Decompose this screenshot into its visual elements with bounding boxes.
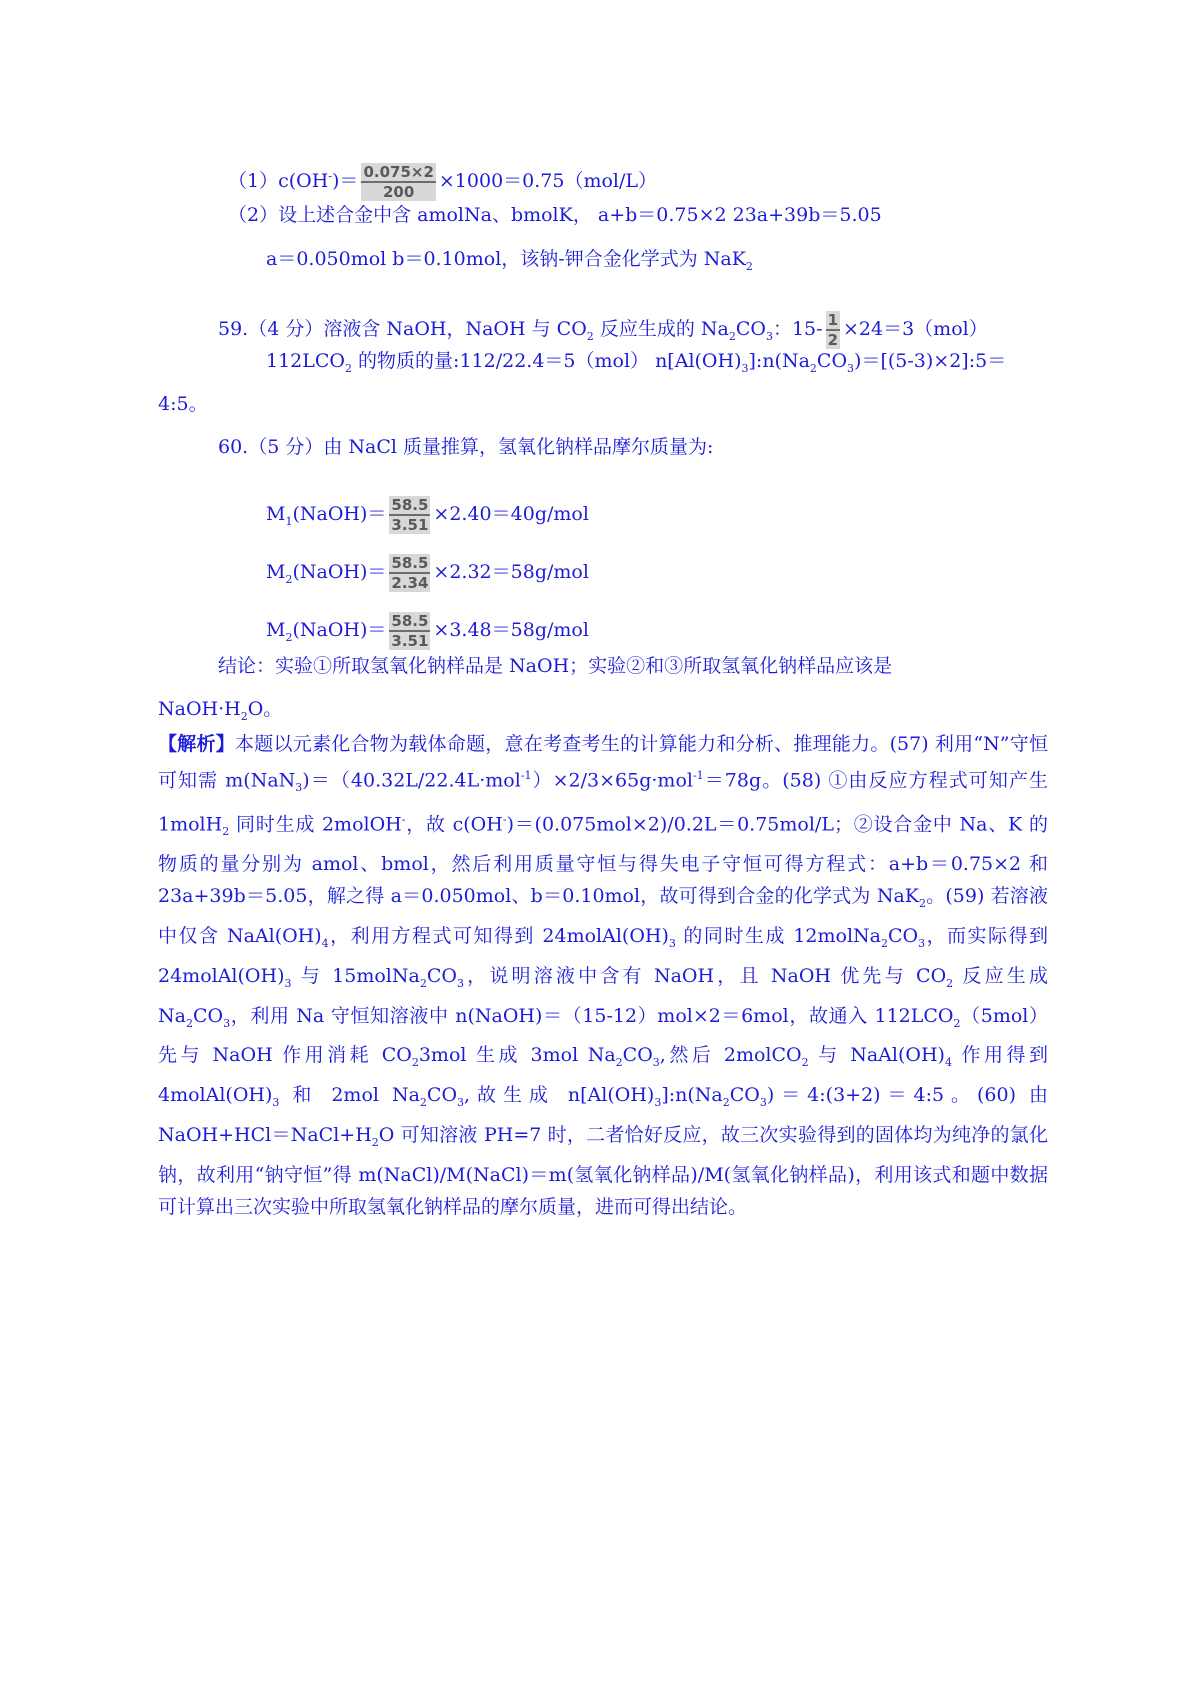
conclusion-line-2: $NaOH\cdot H_2O$。 <box>158 698 283 723</box>
answer-60-line-1: 60.（5 分）由 NaCl 质量推算，氢氧化钠样品摩尔质量为: <box>218 436 714 458</box>
fraction-image: $\frac{1}{2}$ <box>827 311 838 349</box>
conclusion-line-1: 结论：实验①所取氢氧化钠样品是 NaOH；实验②和③所取氢氧化钠样品应该是 <box>218 655 893 677</box>
molar-mass-1: $M_1(NaOH)=$ $\frac{58.5}{3.51}$ ×2.40＝40g/mol <box>266 496 589 534</box>
fraction-image: $\frac{0.075\times 2}{200}$ <box>363 163 434 201</box>
molar-mass-2: $M_2(NaOH)=$ $\frac{58.5}{2.34}$ ×2.32＝58g/mol <box>266 554 589 592</box>
fraction-image: $\frac{58.5}{2.34}$ <box>391 554 429 592</box>
answer-58-1: （1）c(OH-)＝ $\frac{0.075\times 2}{200}$ ×1000＝0.75（mol/L） <box>228 163 658 201</box>
answer-59-line-2: $112LCO_2$ 的物质的量:112/22.4＝5（mol） $n[Al(OH)_3]:n(Na_2CO_3)=[(5-3)\times 2]:5=$ <box>266 350 1007 375</box>
molar-mass-3: $M_2(NaOH)=$ $\frac{58.5}{3.51}$ ×3.48＝58g/mol <box>266 612 589 650</box>
answer-59-line-1: 59.（4 分）溶液含 NaOH，NaOH 与 $CO_2$ 反应生成的 $Na_2CO_3$：15- $\frac{1}{2}$ ×24＝3（mol） <box>218 311 988 349</box>
answer-59-line-3: 4:5。 <box>158 393 208 415</box>
fraction-image: $\frac{58.5}{3.51}$ <box>391 612 429 650</box>
answer-58-2: （2）设上述合金中含 amolNa、bmolK， a+b＝0.75×2 23a+39b＝5.05 <box>228 204 882 226</box>
fraction-image: $\frac{58.5}{3.51}$ <box>391 496 429 534</box>
answer-58-3: a＝0.050mol b＝0.10mol，该钠-钾合金化学式为 NaK$_2$ <box>266 248 753 273</box>
analysis-paragraph: 【解析】本题以元素化合物为载体命题，意在考查考生的计算能力和分析、推理能力。(57) 利用“N”守恒可知需 m(NaN$_3$)＝（40.32L/22.4L·mol$^{-1}$）×2/3×65g·mol$^{-1}$＝78g。(58) ①由反应方程式可知产生 1molH$_2$ 同时生成 2molOH-，故 c(OH-)＝(0.075mol×2)/0.2L＝0.75mol/L；②设合金中 Na、K 的物质的量分别为 amol、bmol，然后利用质量守恒与得失电子守恒可得方程式：a+b＝0.75×2 和 23a+39b＝5.05，解之得 a＝0.050mol、b＝0.10mol，故可得到合金的化学式为 NaK$_2$。(59) 若溶液中仅含 $NaAl(OH)_4$，利用方程式可知得到 $24molAl(OH)_3$ 的同时生成 $12molNa_2CO_3$，而实际得到 $24molAl(OH)_3$ 与 $15molNa_2CO_3$，说明溶液中含有 NaOH，且 NaOH 优先与 $CO_2$ 反应生成 $Na_2CO_3$，利用 Na 守恒知溶液中 n(NaOH)＝（15-12）mol×2＝6mol，故通入 $112LCO_2(5mol)$先与 NaOH 作用消耗 $CO_23mol$ 生成 3mol $Na_2CO_3$,然后 2molCO$_2$ 与 $NaAl(OH)_4$ 作用得到 $4molAl(OH)_3$ 和 2mol $Na_2CO_3$,故生成 $n[Al(OH)_3]:n(Na_2CO_3)=4:(3+2)=4:5$。(60) 由 $NaOH+HCl=NaCl+H_2O$ 可知溶液 PH=7 时，二者恰好反应，故三次实验得到的固体均为纯净的氯化钠，故利用“钠守恒”得 m(NaCl)/M(NaCl)＝m(氢氧化钠样品)/M(氢氧化钠样品)，利用该式和题中数据可计算出三次实验中所取氢氧化钠样品的摩尔质量，进而可得出结论。 <box>158 733 1049 1218</box>
analysis-label: 【解析】 <box>158 733 236 755</box>
